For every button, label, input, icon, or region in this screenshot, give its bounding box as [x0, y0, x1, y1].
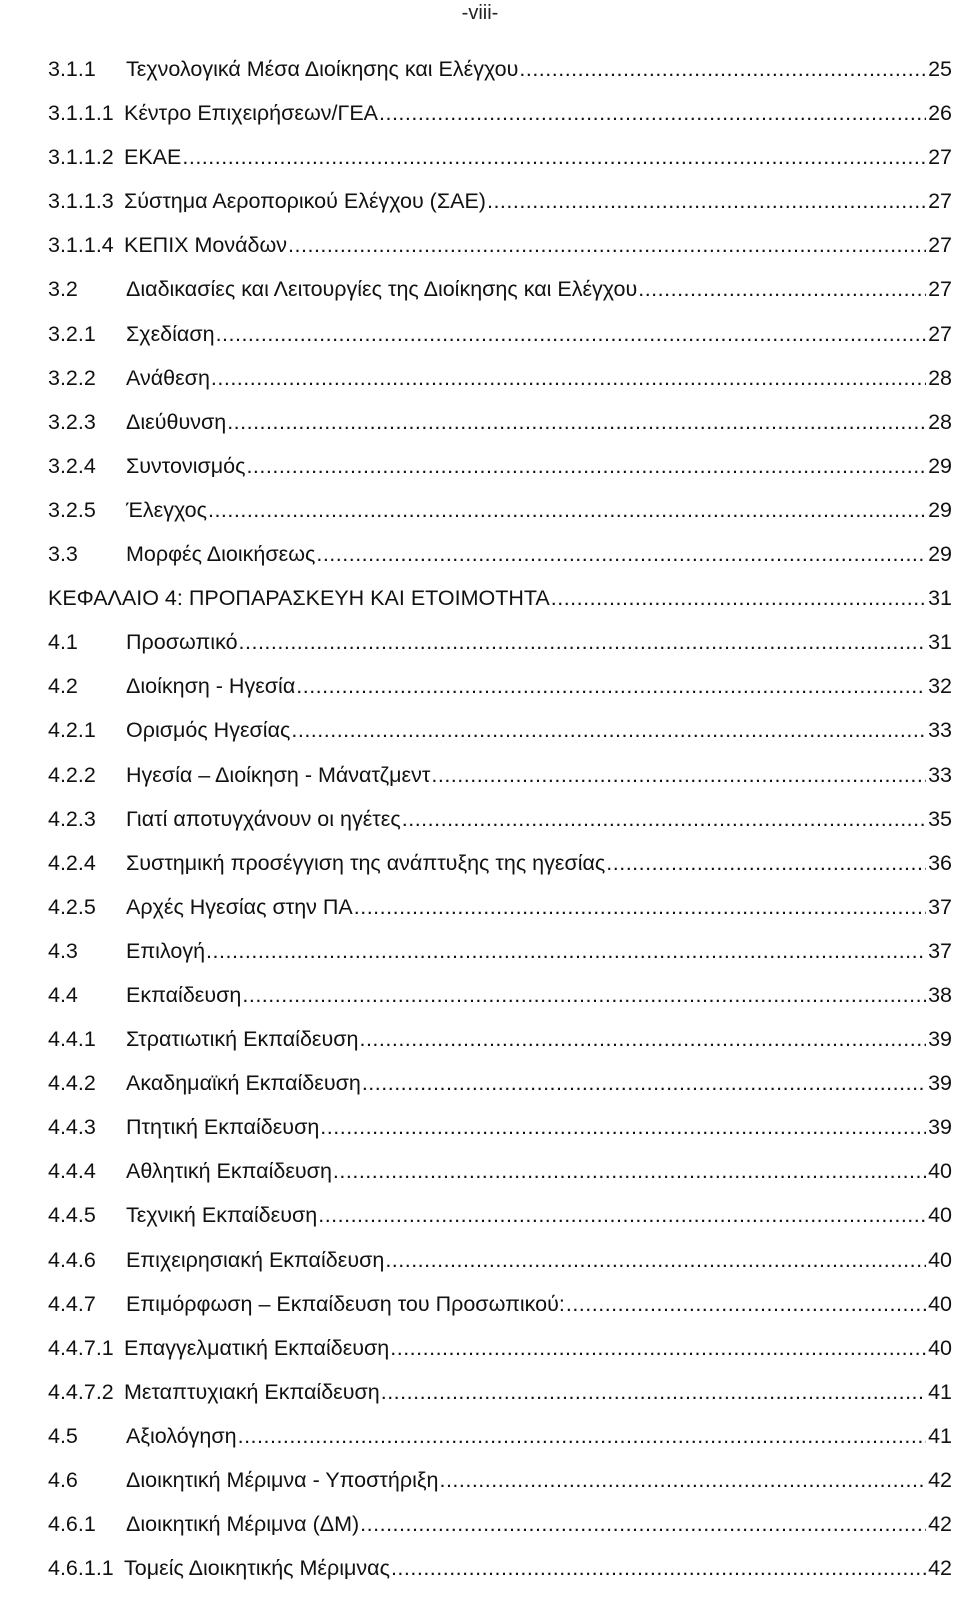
- toc-entry-page-number: 25: [928, 57, 952, 81]
- toc-entry-page-number: 37: [928, 894, 952, 919]
- toc-entry-title: ΚΕΠΙΧ Μονάδων: [124, 233, 288, 258]
- dot-leader: [566, 1289, 926, 1319]
- toc-entry-title: Κέντρο Επιχειρήσεων/ΓΕΑ: [124, 101, 379, 126]
- toc-entry-number: 4.4.6: [48, 1247, 96, 1272]
- toc-entry[interactable]: [48, 1509, 952, 1553]
- toc-entry[interactable]: [48, 539, 952, 583]
- toc-entry[interactable]: [48, 363, 952, 407]
- toc-entry-page-number: 40: [928, 1203, 952, 1228]
- toc-entry-page-number: 32: [928, 674, 952, 699]
- toc-entry[interactable]: [48, 54, 952, 98]
- dot-leader: [638, 274, 926, 304]
- toc-entry[interactable]: [48, 760, 952, 804]
- toc-entry[interactable]: [48, 1112, 952, 1156]
- toc-entry-number: 3.2.2: [48, 365, 96, 390]
- toc-entry-title: Τομείς Διοικητικής Μέριμνας: [124, 1556, 390, 1581]
- dot-leader: [318, 1200, 926, 1230]
- toc-entry-page-number: 39: [928, 1071, 952, 1096]
- toc-entry-page-number: 41: [928, 1379, 952, 1404]
- dot-leader: [246, 451, 926, 481]
- toc-entry-title: Διοίκηση - Ηγεσία: [126, 674, 296, 699]
- dot-leader: [606, 848, 926, 878]
- dot-leader: [391, 1553, 926, 1583]
- toc-entry-title: Ηγεσία – Διοίκηση - Μάνατζμεντ: [126, 762, 431, 787]
- toc-entry[interactable]: [48, 715, 952, 759]
- toc-entry[interactable]: [48, 1421, 952, 1465]
- toc-entry-title: Τεχνολογικά Μέσα Διοίκησης και Ελέγχου: [126, 57, 519, 81]
- dot-leader: [206, 936, 926, 966]
- dot-leader: [320, 1112, 926, 1142]
- dot-leader: [216, 319, 927, 349]
- toc-entry-number: 4.4: [48, 982, 78, 1007]
- toc-entry[interactable]: [48, 1377, 952, 1421]
- dot-leader: [551, 583, 926, 613]
- toc-entry[interactable]: [48, 98, 952, 142]
- toc-entry-page-number: 31: [928, 586, 952, 611]
- toc-entry[interactable]: [48, 804, 952, 848]
- toc-entry[interactable]: [48, 1289, 952, 1333]
- toc-entry[interactable]: [48, 319, 952, 363]
- table-of-contents: [48, 54, 952, 1597]
- dot-leader: [211, 363, 926, 393]
- toc-entry-title: Πτητική Εκπαίδευση: [126, 1115, 320, 1140]
- toc-entry-page-number: 27: [928, 277, 952, 302]
- dot-leader: [242, 980, 926, 1010]
- toc-entry-page-number: 28: [928, 365, 952, 390]
- toc-entry[interactable]: [48, 451, 952, 495]
- dot-leader: [291, 715, 926, 745]
- toc-entry-title: Μορφές Διοικήσεως: [126, 542, 316, 567]
- toc-entry-number: 4.4.1: [48, 1027, 96, 1052]
- toc-entry-title: Ορισμός Ηγεσίας: [126, 718, 291, 743]
- toc-entry[interactable]: [48, 186, 952, 230]
- toc-entry-number: 3.2.5: [48, 497, 96, 522]
- toc-entry-number: 4.4.4: [48, 1159, 96, 1184]
- toc-entry-title: Έλεγχος: [126, 497, 207, 522]
- toc-entry[interactable]: [48, 980, 952, 1024]
- toc-entry-page-number: 33: [928, 718, 952, 743]
- toc-entry[interactable]: [48, 848, 952, 892]
- toc-entry-title: Αθλητική Εκπαίδευση: [126, 1159, 332, 1184]
- dot-leader: [359, 1024, 926, 1054]
- toc-entry-page-number: 36: [928, 850, 952, 875]
- dot-leader: [288, 230, 926, 260]
- toc-entry-title: Διεύθυνση: [126, 409, 227, 434]
- toc-entry[interactable]: [48, 1068, 952, 1112]
- toc-entry-page-number: 33: [928, 762, 952, 787]
- toc-entry-title: Τεχνική Εκπαίδευση: [126, 1203, 318, 1228]
- dot-leader: [381, 1377, 926, 1407]
- toc-entry-title: Μεταπτυχιακή Εκπαίδευση: [124, 1379, 380, 1404]
- toc-entry-page-number: 42: [928, 1556, 952, 1581]
- dot-leader: [431, 760, 926, 790]
- toc-entry-title: Αξιολόγηση: [126, 1423, 237, 1448]
- toc-entry-number: 4.1: [48, 630, 78, 655]
- dot-leader: [333, 1156, 926, 1186]
- dot-leader: [402, 804, 926, 834]
- toc-entry-number: 4.6: [48, 1468, 78, 1492]
- toc-entry-title: Ακαδημαϊκή Εκπαίδευση: [126, 1071, 361, 1096]
- toc-entry-title: Επαγγελματική Εκπαίδευση: [124, 1335, 390, 1360]
- dot-leader: [316, 539, 926, 569]
- toc-entry-page-number: 42: [928, 1468, 952, 1492]
- toc-entry[interactable]: [48, 495, 952, 539]
- dot-leader: [360, 1509, 926, 1539]
- toc-entry-title: Διοικητική Μέριμνα (ΔΜ): [126, 1512, 360, 1537]
- toc-entry-number: 4.2.5: [48, 894, 96, 919]
- dot-leader: [182, 142, 926, 172]
- toc-entry-page-number: 26: [928, 101, 952, 126]
- toc-entry-page-number: 40: [928, 1335, 952, 1360]
- dot-leader: [208, 495, 926, 525]
- toc-entry[interactable]: [48, 671, 952, 715]
- dot-leader: [379, 98, 926, 128]
- toc-entry-number: 4.2.2: [48, 762, 96, 787]
- toc-entry-number: 3.2.3: [48, 409, 96, 434]
- toc-entry-page-number: 42: [928, 1512, 952, 1537]
- toc-entry-title: ΚΕΦΑΛΑΙΟ 4: ΠΡΟΠΑΡΑΣΚΕΥΗ ΚΑΙ ΕΤΟΙΜΟΤΗΤΑ: [48, 586, 550, 611]
- toc-entry-number: 4.6.1.1: [48, 1556, 114, 1581]
- toc-entry-title: Σύστημα Αεροπορικού Ελέγχου (ΣΑΕ): [124, 189, 486, 214]
- toc-entry-number: 3.1.1: [48, 57, 96, 81]
- toc-entry-page-number: 39: [928, 1027, 952, 1052]
- toc-entry-number: 3.2.4: [48, 453, 96, 478]
- toc-entry-number: 3.1.1.2: [48, 145, 114, 170]
- toc-entry-number: 4.4.2: [48, 1071, 96, 1096]
- toc-entry-title: Διοικητική Μέριμνα - Υποστήριξη: [126, 1468, 439, 1492]
- toc-entry-title: Προσωπικό: [126, 630, 238, 655]
- toc-entry[interactable]: [48, 1156, 952, 1200]
- toc-entry-number: 4.2.4: [48, 850, 96, 875]
- toc-entry-title: Αρχές Ηγεσίας στην ΠΑ: [126, 894, 353, 919]
- toc-entry-title: Επιλογή: [126, 938, 206, 963]
- toc-entry[interactable]: [48, 936, 952, 980]
- toc-entry-number: 3.2: [48, 277, 78, 302]
- toc-entry-number: 3.1.1.4: [48, 233, 114, 258]
- toc-entry-title: Γιατί αποτυγχάνουν οι ηγέτες: [126, 806, 401, 831]
- toc-entry-page-number: 40: [928, 1247, 952, 1272]
- toc-entry-title: Συντονισμός: [126, 453, 246, 478]
- toc-entry-title: Συστημική προσέγγιση της ανάπτυξης της ηγεσίας: [126, 850, 606, 875]
- toc-entry-number: 4.2.1: [48, 718, 96, 743]
- toc-chapter-heading[interactable]: [48, 583, 952, 627]
- toc-entry-number: 4.4.7: [48, 1291, 96, 1316]
- toc-entry-number: 4.4.5: [48, 1203, 96, 1228]
- dot-leader: [296, 671, 926, 701]
- toc-entry-title: ΕΚΑΕ: [124, 145, 182, 170]
- dot-leader: [385, 1245, 926, 1275]
- toc-entry-title: Εκπαίδευση: [126, 982, 242, 1007]
- toc-entry-title: Σχεδίαση: [126, 321, 215, 346]
- toc-entry[interactable]: [48, 1024, 952, 1068]
- dot-leader: [362, 1068, 926, 1098]
- toc-entry-number: 4.6.1: [48, 1512, 96, 1537]
- toc-entry-page-number: 38: [928, 982, 952, 1007]
- toc-entry[interactable]: [48, 1200, 952, 1244]
- toc-entry-page-number: 37: [928, 938, 952, 963]
- toc-entry-page-number: 31: [928, 630, 952, 655]
- dot-leader: [439, 1465, 926, 1495]
- toc-entry-number: 4.4.3: [48, 1115, 96, 1140]
- dot-leader: [519, 54, 926, 84]
- toc-entry-title: Επιμόρφωση – Εκπαίδευση του Προσωπικού:: [126, 1291, 565, 1316]
- toc-entry[interactable]: [48, 230, 952, 274]
- toc-entry[interactable]: [48, 892, 952, 936]
- toc-entry-page-number: 27: [928, 189, 952, 214]
- toc-entry-page-number: 28: [928, 409, 952, 434]
- toc-entry-number: 4.4.7.2: [48, 1379, 114, 1404]
- toc-entry-title: Διαδικασίες και Λειτουργίες της Διοίκησης και Ελέγχου: [126, 277, 638, 302]
- toc-entry-number: 3.1.1.3: [48, 189, 114, 214]
- toc-entry-page-number: 29: [928, 453, 952, 478]
- toc-entry-number: 3.3: [48, 542, 78, 567]
- toc-entry-page-number: 29: [928, 497, 952, 522]
- dot-leader: [390, 1333, 926, 1363]
- toc-entry[interactable]: [48, 407, 952, 451]
- dot-leader: [239, 627, 927, 657]
- toc-entry-title: Ανάθεση: [126, 365, 210, 390]
- toc-entry-title: Επιχειρησιακή Εκπαίδευση: [126, 1247, 385, 1272]
- toc-entry-number: 4.3: [48, 938, 78, 963]
- toc-entry-number: 3.1.1.1: [48, 101, 114, 126]
- dot-leader: [227, 407, 926, 437]
- toc-entry[interactable]: [48, 1333, 952, 1377]
- toc-entry-number: 4.5: [48, 1423, 78, 1448]
- dot-leader: [238, 1421, 926, 1451]
- toc-entry-number: 4.2: [48, 674, 78, 699]
- toc-entry-page-number: 40: [928, 1159, 952, 1184]
- toc-entry-title: Στρατιωτική Εκπαίδευση: [126, 1027, 359, 1052]
- toc-entry-number: 3.2.1: [48, 321, 96, 346]
- dot-leader: [487, 186, 926, 216]
- dot-leader: [354, 892, 926, 922]
- toc-entry-page-number: 29: [928, 542, 952, 567]
- toc-entry-page-number: 41: [928, 1423, 952, 1448]
- toc-entry-page-number: 40: [928, 1291, 952, 1316]
- toc-entry[interactable]: [48, 1465, 952, 1509]
- toc-entry[interactable]: [48, 1245, 952, 1289]
- toc-entry-page-number: 27: [928, 233, 952, 258]
- toc-entry[interactable]: [48, 627, 952, 671]
- page-number: -viii-: [461, 2, 499, 24]
- toc-entry[interactable]: [48, 1553, 952, 1597]
- toc-entry-page-number: 35: [928, 806, 952, 831]
- toc-entry-page-number: 39: [928, 1115, 952, 1140]
- toc-entry-page-number: 27: [928, 145, 952, 170]
- toc-entry[interactable]: [48, 142, 952, 186]
- toc-entry-number: 4.4.7.1: [48, 1335, 114, 1360]
- toc-entry[interactable]: [48, 274, 952, 318]
- toc-entry-number: 4.2.3: [48, 806, 96, 831]
- toc-entry-page-number: 27: [928, 321, 952, 346]
